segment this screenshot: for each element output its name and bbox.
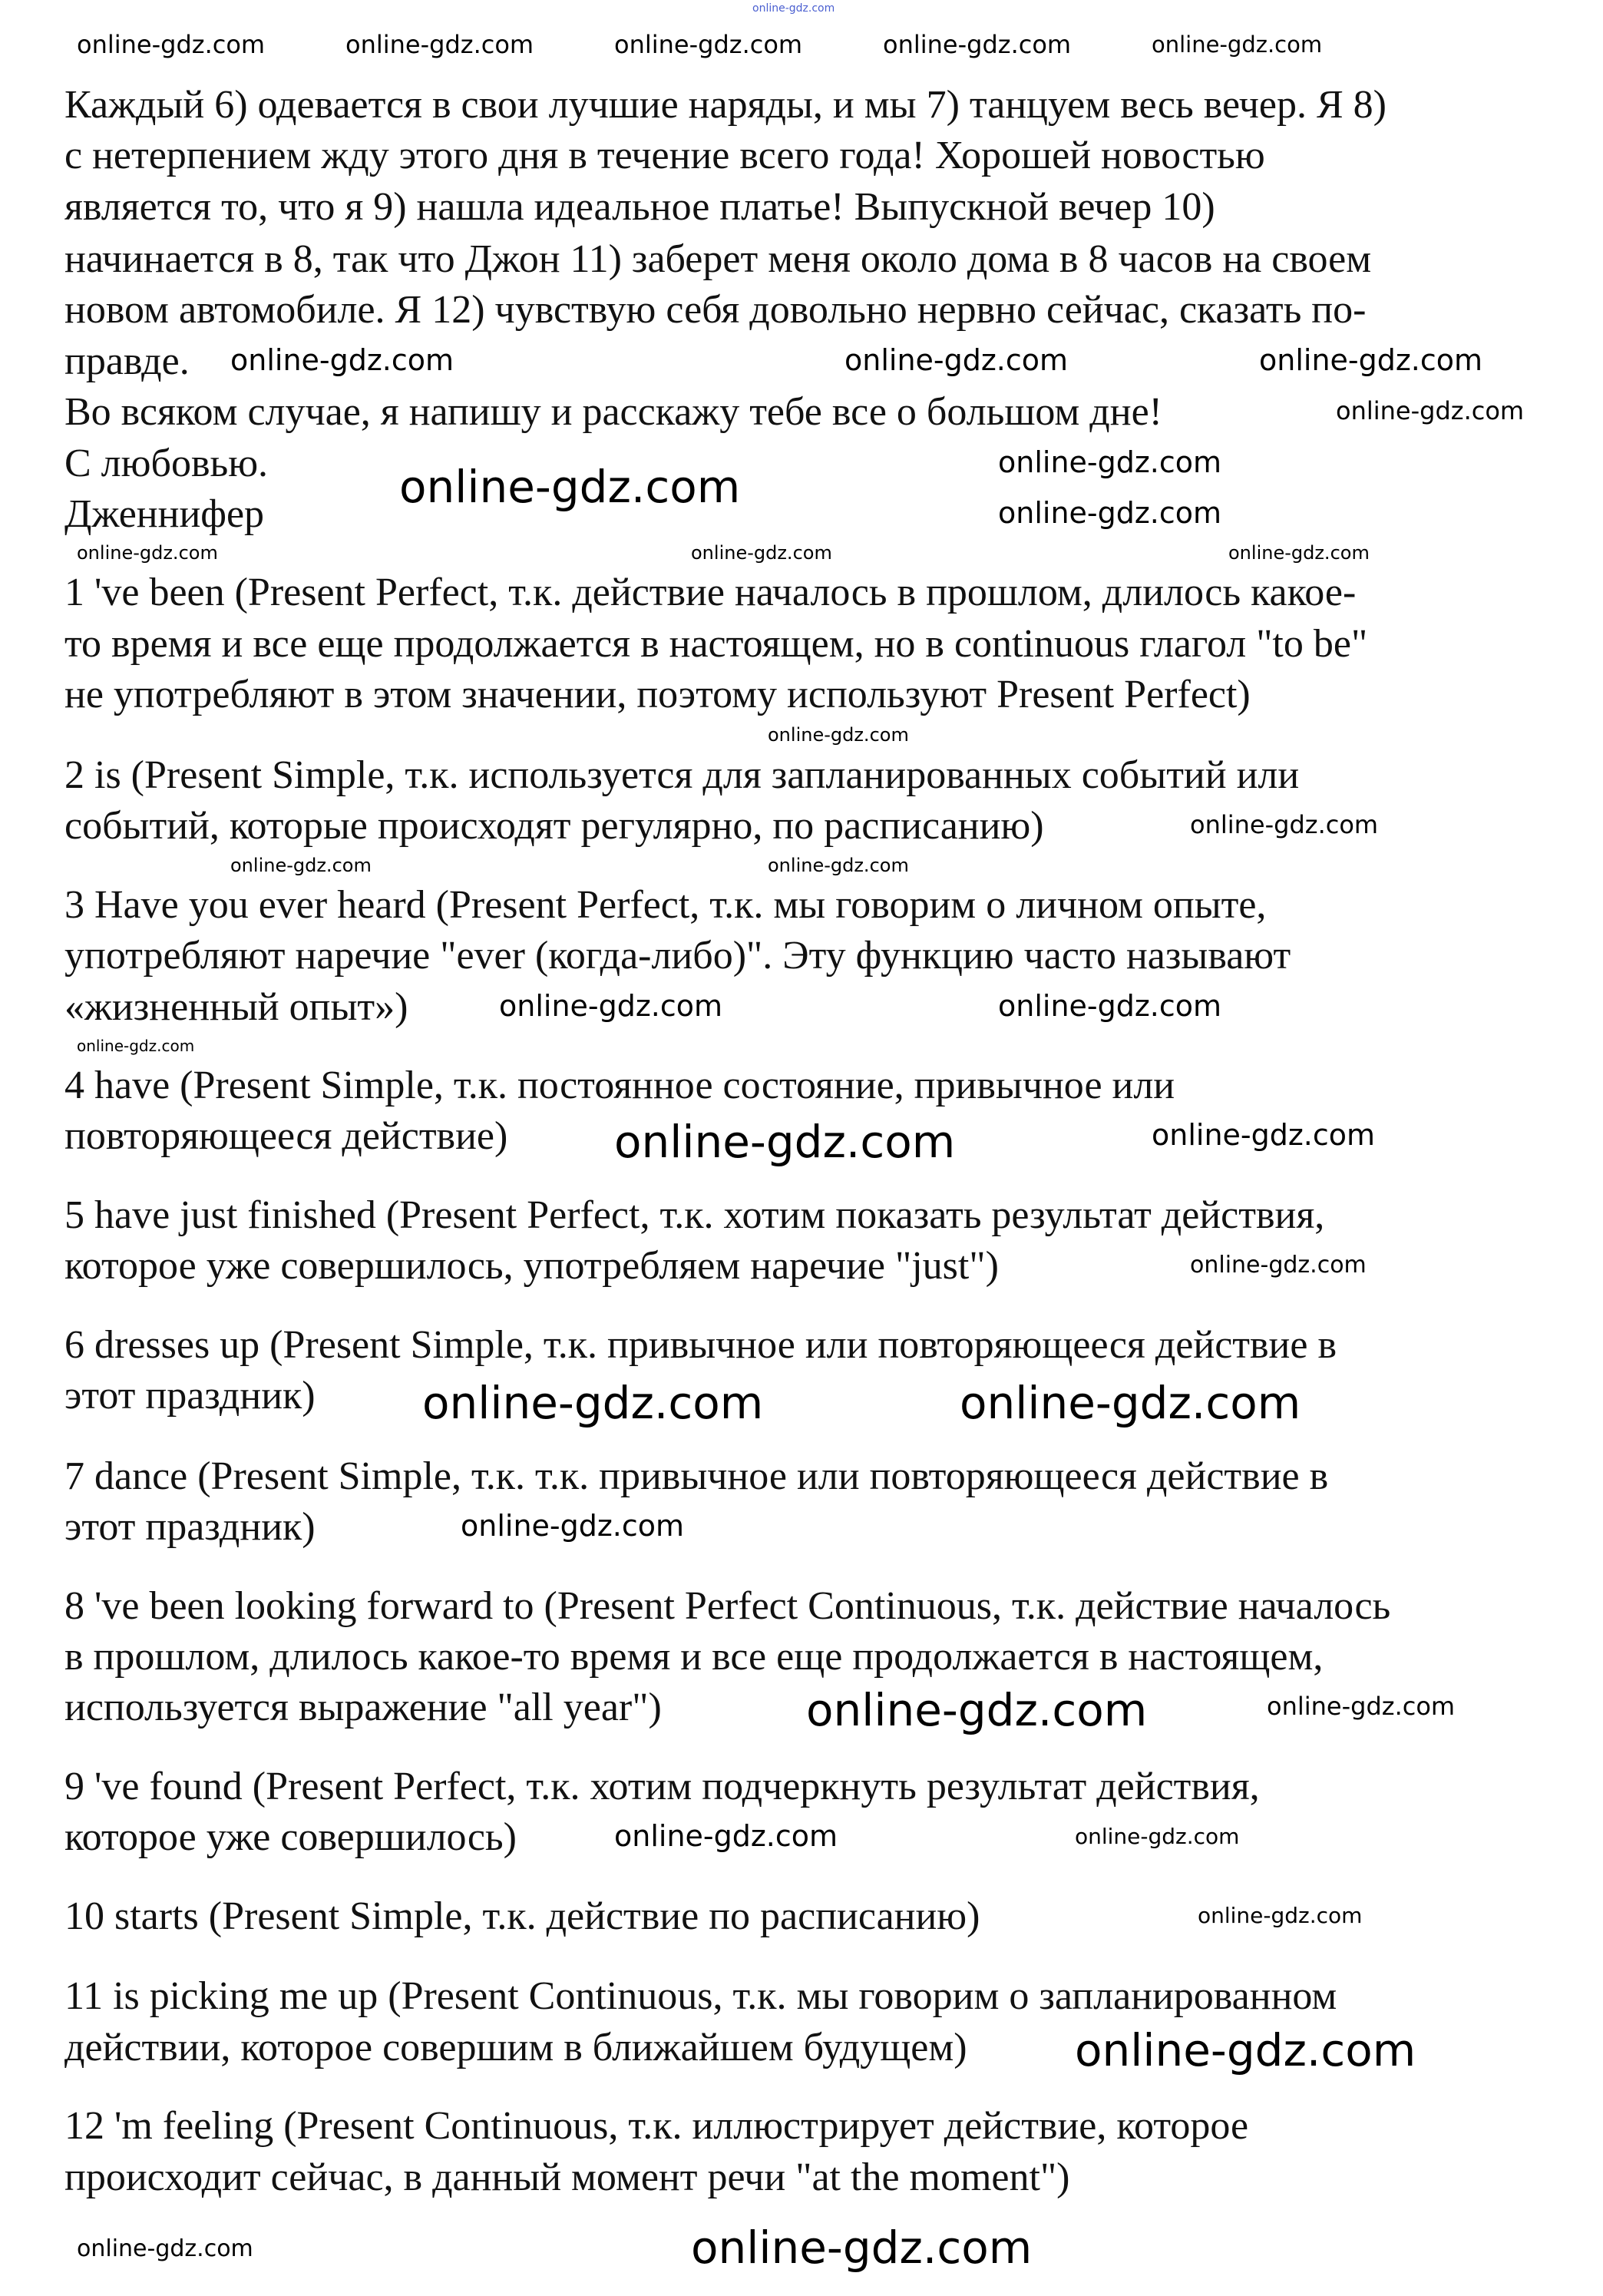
watermark: online-gdz.com: [1198, 1902, 1363, 1928]
answer-line: не употребляют в этом значении, поэтому используют Present Perfect): [64, 673, 1251, 717]
letter-line: с нетерпением жду этого дня в течение всего года! Хорошей новостью: [64, 134, 1265, 178]
watermark: online-gdz.com: [230, 854, 372, 876]
answer-line: в прошлом, длилось какое-то время и все еще продолжается в настоящем,: [64, 1635, 1324, 1679]
answer-line: событий, которые происходят регулярно, по расписанию): [64, 804, 1044, 849]
watermark: online-gdz.com: [77, 30, 266, 60]
letter-line: Дженнифер: [64, 491, 265, 536]
answer-line: 11 is picking me up (Present Continuous, т.к. мы говорим о запланированном: [64, 1974, 1337, 2019]
answer-line: этот праздник): [64, 1505, 316, 1550]
watermark: online-gdz.com: [1228, 541, 1370, 564]
watermark: online-gdz.com: [844, 343, 1069, 378]
answer-line: употребляют наречие "ever (когда-либо)". Эту функцию часто называют: [64, 934, 1291, 978]
answer-line: 3 Have you ever heard (Present Perfect, т.к. мы говорим о личном опыте,: [64, 882, 1267, 927]
answer-line: которое уже совершилось): [64, 1815, 517, 1860]
watermark: online-gdz.com: [1075, 2024, 1416, 2077]
answer-line: 7 dance (Present Simple, т.к. т.к. привычное или повторяющееся действие в: [64, 1454, 1329, 1498]
watermark: online-gdz.com: [691, 2222, 1033, 2274]
answer-line: этот праздник): [64, 1374, 316, 1418]
letter-line: начинается в 8, так что Джон 11) заберет меня около дома в 8 часов на своем: [64, 237, 1372, 281]
watermark: online-gdz.com: [1152, 1118, 1376, 1153]
answer-line: действии, которое совершим в ближайшем будущем): [64, 2025, 967, 2069]
watermark: online-gdz.com: [806, 1684, 1148, 1737]
answer-line: используется выражение "all year"): [64, 1686, 662, 1730]
watermark: online-gdz.com: [691, 541, 832, 564]
answer-line: 10 starts (Present Simple, т.к. действие по расписанию): [64, 1894, 980, 1938]
watermark: online-gdz.com: [499, 989, 723, 1024]
answer-line: 9 've found (Present Perfect, т.к. хотим подчеркнуть результат действия,: [64, 1764, 1260, 1808]
answer-line: 1 've been (Present Perfect, т.к. действие началось в прошлом, длилось какое-: [64, 571, 1357, 615]
watermark: online-gdz.com: [1267, 1692, 1456, 1722]
watermark: online-gdz.com: [77, 2235, 253, 2262]
watermark: online-gdz.com: [422, 1377, 764, 1430]
watermark: online-gdz.com: [1336, 396, 1525, 426]
watermark: online-gdz.com: [883, 30, 1072, 60]
watermark: online-gdz.com: [345, 30, 534, 60]
letter-line: Каждый 6) одевается в свои лучшие наряды, и мы 7) танцуем весь вечер. Я 8): [64, 82, 1387, 127]
watermark: online-gdz.com: [1152, 31, 1323, 58]
letter-line: правде.: [64, 339, 190, 383]
answer-line: 5 have just finished (Present Perfect, т.к. хотим показать результат действия,: [64, 1193, 1325, 1237]
watermark: online-gdz.com: [998, 496, 1222, 531]
answer-line: 6 dresses up (Present Simple, т.к. привычное или повторяющееся действие в: [64, 1322, 1337, 1367]
answer-line: 8 've been looking forward to (Present Perfect Continuous, т.к. действие началось: [64, 1583, 1391, 1628]
watermark: online-gdz.com: [1075, 1823, 1240, 1849]
answer-line: 12 'm feeling (Present Continuous, т.к. иллюстрирует действие, которое: [64, 2104, 1249, 2149]
watermark: online-gdz.com: [77, 541, 218, 564]
watermark: online-gdz.com: [998, 445, 1222, 480]
watermark: online-gdz.com: [77, 1037, 195, 1055]
watermark: online-gdz.com: [461, 1509, 685, 1543]
watermark: online-gdz.com: [230, 343, 454, 378]
answer-line: 4 have (Present Simple, т.к. постоянное состояние, привычное или: [64, 1064, 1175, 1107]
watermark: online-gdz.com: [614, 30, 803, 60]
answer-line: которое уже совершилось, употребляем наречие "just"): [64, 1244, 999, 1289]
letter-line: С любовью.: [64, 441, 269, 485]
answer-line: то время и все еще продолжается в настоящем, но в continuous глагол "to be": [64, 621, 1368, 666]
watermark: online-gdz.com: [998, 989, 1222, 1024]
answer-line: происходит сейчас, в данный момент речи "at the moment"): [64, 2155, 1070, 2199]
answer-line: повторяющееся действие): [64, 1114, 508, 1159]
letter-line: новом автомобиле. Я 12) чувствую себя довольно нервно сейчас, сказать по-: [64, 288, 1367, 332]
watermark: online-gdz.com: [960, 1377, 1301, 1430]
watermark: online-gdz.com: [768, 723, 909, 746]
watermark: online-gdz.com: [1259, 343, 1483, 378]
watermark: online-gdz.com: [614, 1116, 956, 1169]
watermark: online-gdz.com: [399, 461, 741, 514]
answer-line: 2 is (Present Simple, т.к. используется для запланированных событий или: [64, 753, 1300, 797]
watermark: online-gdz.com: [1190, 810, 1379, 840]
watermark: online-gdz.com: [1190, 1251, 1367, 1279]
letter-line: является то, что я 9) нашла идеальное платье! Выпускной вечер 10): [64, 184, 1215, 229]
watermark: online-gdz.com: [768, 854, 909, 876]
letter-line: Во всяком случае, я напишу и расскажу тебе все о большом дне!: [64, 390, 1162, 435]
answer-line: «жизненный опыт»): [64, 984, 408, 1029]
watermark: online-gdz.com: [752, 2, 835, 15]
watermark: online-gdz.com: [614, 1819, 838, 1854]
